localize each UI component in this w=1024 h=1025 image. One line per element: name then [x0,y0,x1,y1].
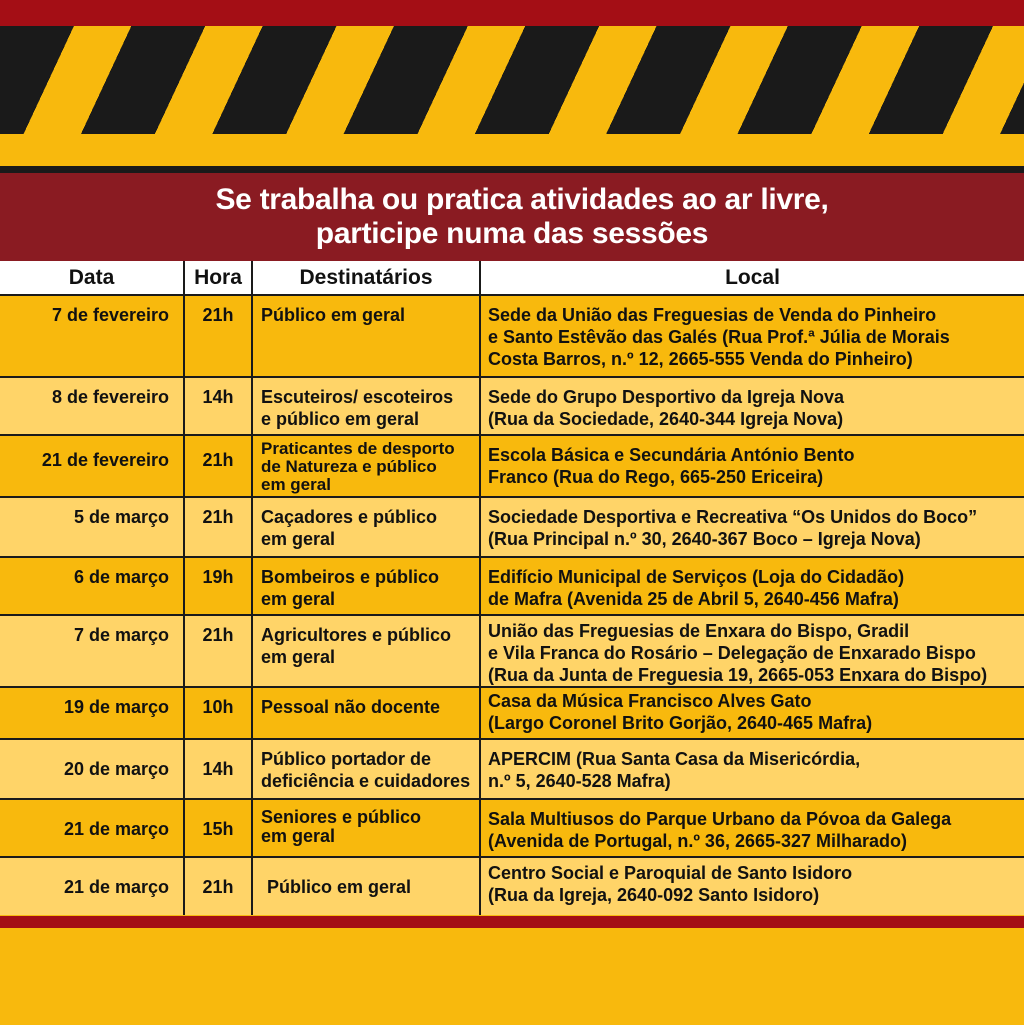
header-hour: Hora [184,261,252,295]
location-line: Costa Barros, n.º 12, 2665-555 Venda do Pinheiro) [488,349,913,369]
header-audience: Destinatários [252,261,480,295]
session-hour: 21h [184,497,252,557]
session-location [480,497,1024,557]
location-line: e Vila Franca do Rosário – Delegação de Enxarado Bispo [488,643,976,663]
location-line: Sociedade Desportiva e Recreativa “Os Unidos do Boco” [488,507,978,527]
session-location [480,557,1024,615]
audience-line: Seniores e público [261,807,422,827]
session-date: 20 de março [0,739,184,799]
location-line: n.º 5, 2640-528 Mafra) [488,771,671,791]
location-line: Sede da União das Freguesias de Venda do Pinheiro [488,305,937,325]
audience-line: deficiência e cuidadores [261,771,471,791]
bottom-red-band [0,916,1024,928]
audience-line: Público em geral [261,305,406,325]
location-line: (Rua da Junta de Freguesia 19, 2665-053 Enxara do Bispo) [488,665,988,685]
audience-line: Público em geral [267,877,412,897]
session-location [480,435,1024,497]
session-audience [252,799,480,857]
table-row [0,857,1024,915]
location-line: Sede do Grupo Desportivo da Igreja Nova [488,387,845,407]
location-line: Centro Social e Paroquial de Santo Isidoro [488,863,853,883]
session-location [480,687,1024,739]
session-hour: 21h [184,435,252,497]
table-row [0,377,1024,435]
table-header-row [0,261,1024,295]
location-line: (Rua da Sociedade, 2640-344 Igreja Nova) [488,409,844,429]
top-red-band [0,0,1024,26]
session-location [480,377,1024,435]
table-row [0,687,1024,739]
audience-line: em geral [261,589,336,609]
header-date: Data [0,261,184,295]
audience-line: de Natureza e público [261,457,437,476]
session-hour: 21h [184,857,252,915]
location-line: APERCIM (Rua Santa Casa da Misericórdia, [488,749,861,769]
session-date: 6 de março [0,557,184,615]
session-hour: 10h [184,687,252,739]
session-date: 8 de fevereiro [0,377,184,435]
session-date: 19 de março [0,687,184,739]
table-row [0,435,1024,497]
session-date: 21 de março [0,857,184,915]
audience-line: em geral [261,826,336,846]
session-audience [252,435,480,497]
location-line: Casa da Música Francisco Alves Gato [488,691,812,711]
session-date: 21 de fevereiro [0,435,184,497]
session-hour: 15h [184,799,252,857]
session-date: 21 de março [0,799,184,857]
sessions-table [0,261,1024,915]
audience-line: e público em geral [261,409,420,429]
location-line: Edifício Municipal de Serviços (Loja do Cidadão) [488,567,905,587]
location-line: (Largo Coronel Brito Gorjão, 2640-465 Mafra) [488,713,873,733]
location-line: de Mafra (Avenida 25 de Abril 5, 2640-456 Mafra) [488,589,899,609]
heading-line-2: participe numa das sessões [315,217,709,250]
audience-line: em geral [261,647,336,667]
location-line: Escola Básica e Secundária António Bento [488,445,855,465]
table-row [0,739,1024,799]
session-hour: 19h [184,557,252,615]
location-line: (Avenida de Portugal, n.º 36, 2665-327 Milharado) [488,831,908,851]
session-audience [252,497,480,557]
header-location: Local [480,261,1024,295]
location-line: Franco (Rua do Rego, 665-250 Ericeira) [488,467,824,487]
session-date: 5 de março [0,497,184,557]
session-location [480,739,1024,799]
session-hour: 14h [184,377,252,435]
location-line: (Rua da Igreja, 2640-092 Santo Isidoro) [488,885,820,905]
black-divider [0,166,1024,173]
audience-line: Público portador de [261,749,432,769]
audience-line: Agricultores e público [261,625,452,645]
heading-line-1: Se trabalha ou pratica atividades ao ar livre, [215,183,829,216]
session-audience [252,377,480,435]
session-location [480,799,1024,857]
table-row [0,557,1024,615]
table-row [0,615,1024,687]
audience-line: Pessoal não docente [261,697,441,717]
audience-line: Praticantes de desporto [261,439,455,458]
audience-line: Escuteiros/ escoteiros [261,387,454,407]
session-date: 7 de março [0,615,184,687]
session-location [480,857,1024,915]
location-line: (Rua Principal n.º 30, 2640-367 Boco – Igreja Nova) [488,529,921,549]
audience-line: em geral [261,529,336,549]
audience-line: Bombeiros e público [261,567,440,587]
audience-line: Caçadores e público [261,507,438,527]
hazard-stripes [0,26,1024,134]
session-hour: 14h [184,739,252,799]
session-audience [252,615,480,687]
table-row [0,497,1024,557]
session-audience [252,557,480,615]
session-location [480,615,1024,687]
heading-banner [0,173,1024,261]
session-hour: 21h [184,615,252,687]
audience-line: em geral [261,475,331,494]
session-date: 7 de fevereiro [0,295,184,377]
session-audience [252,295,480,377]
session-location [480,295,1024,377]
table-row [0,799,1024,857]
location-line: União das Freguesias de Enxara do Bispo, Gradil [488,621,910,641]
session-audience [252,739,480,799]
session-hour: 21h [184,295,252,377]
table-row [0,295,1024,377]
session-audience [252,687,480,739]
location-line: Sala Multiusos do Parque Urbano da Póvoa da Galega [488,809,952,829]
session-audience [252,857,480,915]
location-line: e Santo Estêvão das Galés (Rua Prof.ª Júlia de Morais [488,327,950,347]
